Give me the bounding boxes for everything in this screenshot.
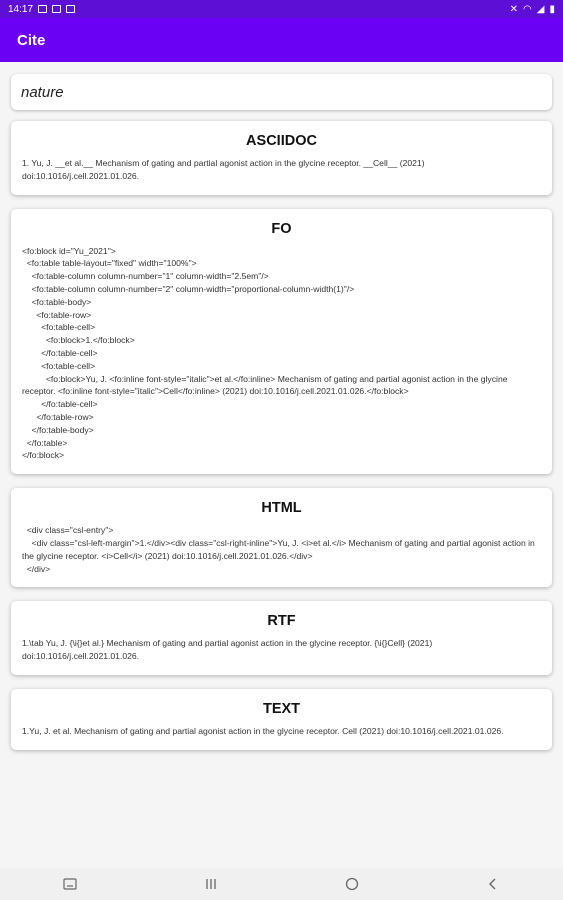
signal-icon: ◢ [536,3,545,15]
card-body: 1.Yu, J. et al. Mechanism of gating and partial agonist action in the glycine receptor. Cell (2021) doi:10.1016/j.cell.2021.01.026. [22,725,504,736]
citation-card-rtf [11,601,552,675]
navigation-bar [0,868,563,900]
notification-icon [38,5,47,13]
card-body: <fo:block id="Yu_2021"> <fo:table table-layout="fixed" width="100%"> <fo:table-column column-number="1" column-width="2.5em"/> <fo:table-column column-number="2" column-width="proportional-column-width(1)"/> <fo:table-body> <fo:table-row> <fo:table-cell> <fo:block>1.</fo:block> </fo:table-cell> <fo:table-cell> <fo:block>Yu, J. <fo:inline font-style="italic">et al.</fo:inline> Mechanism of gating and partial agonist action in the glycine receptor. <fo:inline font-style="italic">Cell</fo:inline> (2021) doi:10.1016/j.cell.2021.01.026.</fo:block> </fo:table-cell> </fo:table-row> </fo:table-body> </fo:table> </fo:block> [22,245,508,461]
battery-icon: ▮ [549,3,555,15]
citation-card-html [11,488,552,587]
citation-list[interactable] [0,62,563,868]
app-bar [0,18,563,62]
card-body: 1.\tab Yu, J. {\i{}et al.} Mechanism of gating and partial agonist action in the glycine receptor. {\i{}Cell} (2021) doi:10.1016/j.cell.2021.01.026. [22,638,435,662]
keyboard-icon[interactable] [50,872,90,896]
search-input[interactable] [19,83,544,102]
status-time: 14:17 [8,3,34,15]
status-bar [0,0,563,18]
wifi-icon: ◠ [523,3,532,15]
search-field[interactable] [11,74,552,110]
screen-icon [66,5,75,13]
mute-icon: ✕ [509,3,519,15]
card-body: <div class="csl-entry"> <div class="csl-left-margin">1.</div><div class="csl-right-inline">Yu, J. <i>et al.</i> Mechanism of gating and partial agonist action in the glycine receptor. <i>Cell</i> (2021) doi:10.1016/j.cell.2021.01.026.</div> </div> [22,525,535,574]
home-icon[interactable] [332,872,372,896]
card-title: TEXT [262,700,301,717]
citation-card-text [11,689,552,750]
mail-icon [52,5,61,13]
card-body: 1. Yu, J. __et al.__ Mechanism of gating and partial agonist action in the glycine receptor. __Cell__ (2021) doi:10.1016/j.cell.2021.01.026. [22,158,425,181]
card-title: FO [271,220,292,237]
card-title: RTF [267,613,296,630]
app-title: Cite [17,31,46,49]
back-icon[interactable] [473,872,513,896]
recents-icon[interactable] [191,872,231,896]
citation-card-asciidoc [11,121,552,195]
card-title: HTML [261,500,302,517]
citation-card-fo [11,209,552,475]
card-title: ASCIIDOC [246,133,317,149]
